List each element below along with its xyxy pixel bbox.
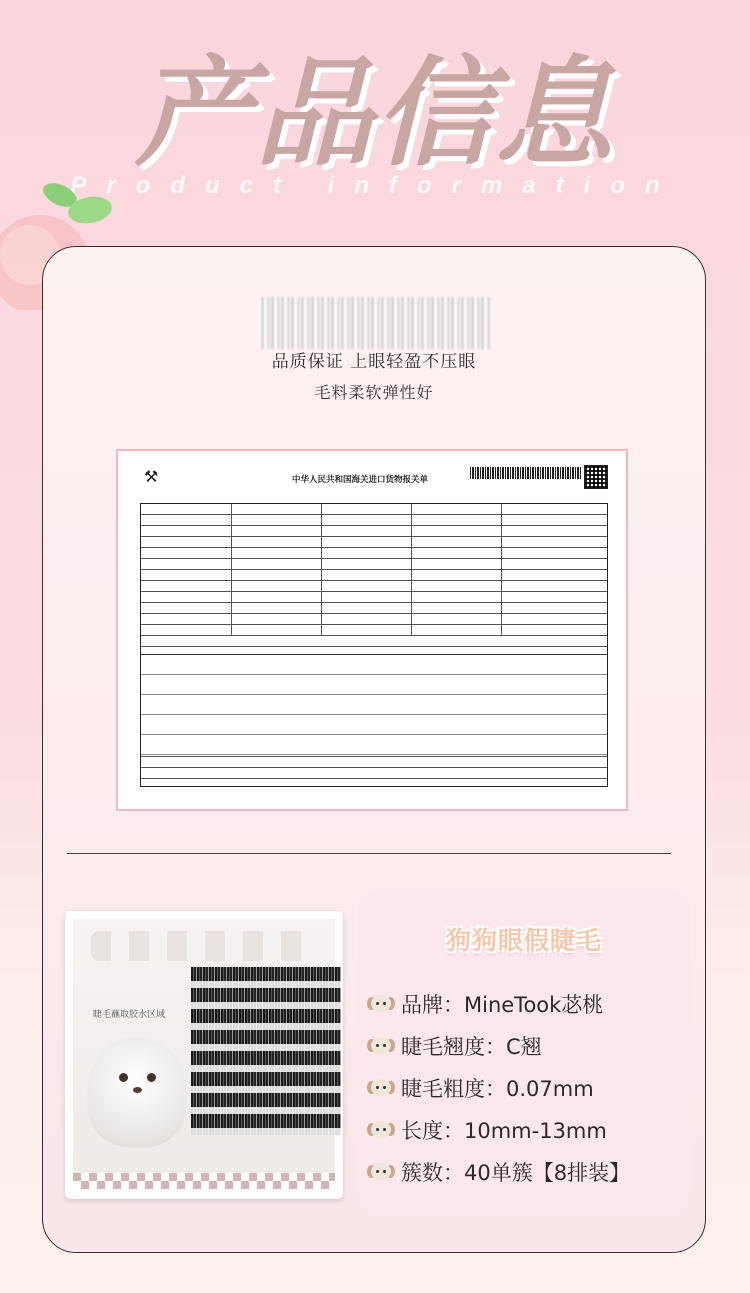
dog-bullet-icon — [365, 1077, 397, 1099]
dog-bullet-icon — [365, 1161, 397, 1183]
info-item-length — [365, 1109, 630, 1151]
product-card — [42, 246, 706, 1253]
barcode — [470, 467, 582, 479]
table-column-line — [231, 504, 232, 636]
info-item-label: 睫毛粗度：0.07mm — [401, 1077, 594, 1101]
page-title: 产品信息 — [134, 44, 615, 182]
table-column-line — [501, 504, 502, 636]
dog-eye-icon — [147, 1073, 156, 1082]
info-item-label: 簇数：40单簇【8排装】 — [401, 1161, 631, 1185]
document-table — [140, 503, 608, 787]
quality-text-block — [43, 297, 705, 403]
document-header — [140, 465, 608, 495]
info-item-clusters — [365, 1151, 630, 1193]
info-title: 狗狗眼假睫毛 — [445, 926, 602, 955]
dog-illustration — [87, 1037, 187, 1147]
blurred-text-decoration — [259, 297, 489, 349]
dog-nose-icon — [133, 1087, 142, 1093]
qr-code — [584, 465, 608, 489]
quality-line-2: 毛料柔软弹性好 — [314, 383, 434, 402]
document-title: 中华人民共和国海关进口货物报关单 — [292, 475, 429, 485]
quality-line-1: 品质保证 上眼轻盈不压眼 — [271, 352, 477, 372]
lash-tray — [73, 919, 335, 1189]
tools-icon: ⚒ — [144, 467, 159, 486]
info-item-brand — [365, 983, 630, 1025]
customs-document-frame — [116, 449, 628, 811]
info-item-curl — [365, 1025, 630, 1067]
dog-bullet-icon — [365, 1119, 397, 1141]
dog-bullet-icon — [365, 1035, 397, 1057]
section-divider — [67, 853, 671, 854]
page-subtitle: Product information — [70, 172, 680, 199]
dog-bullet-icon — [365, 993, 397, 1015]
info-item-label: 睫毛翘度：C翘 — [401, 1035, 542, 1059]
product-image — [65, 911, 343, 1199]
customs-declaration-document — [140, 465, 608, 795]
info-item-label: 品牌：MineTook苾桃 — [401, 993, 604, 1017]
document-item-rows — [141, 654, 607, 755]
info-item-label: 长度：10mm-13mm — [401, 1119, 607, 1143]
glue-area-label: 睫毛蘸取胶水区域 — [93, 1010, 166, 1020]
product-info-panel — [357, 887, 691, 1217]
dog-eye-icon — [119, 1073, 128, 1082]
info-item-thickness — [365, 1067, 630, 1109]
table-column-line — [411, 504, 412, 636]
info-list — [365, 983, 630, 1193]
table-column-line — [321, 504, 322, 636]
lash-clusters — [191, 967, 341, 1135]
dog-pattern-decoration — [91, 931, 317, 961]
checker-pattern — [73, 1173, 335, 1189]
